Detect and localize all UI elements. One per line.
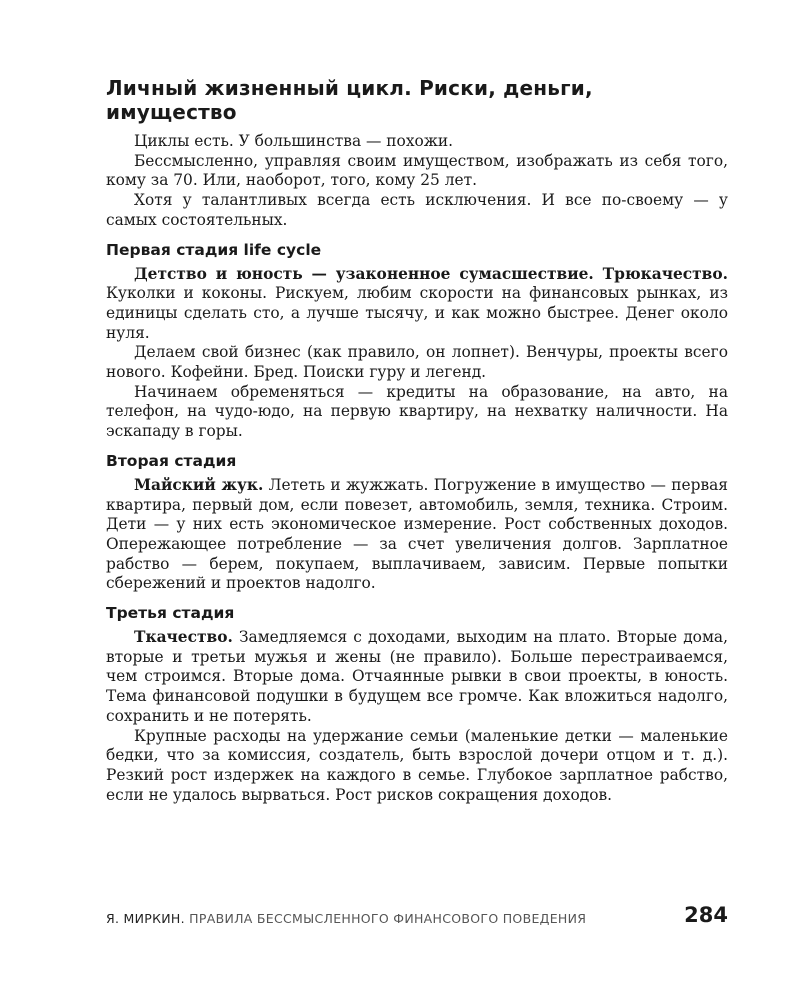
stage-3-paragraph-2: Крупные расходы на удержание семьи (маленькие детки — маленькие бедки, что за комиссия, создатель, быть взрослой дочери отцом и т. д.). Резкий рост издержек на каждого в семье. Глубокое зарплатное рабство, если не удалось вырваться. Рост рисков сокращения доходов.	[106, 726, 728, 804]
intro-paragraph-2: Бессмысленно, управляя своим имуществом, изображать из себя того, кому за 70. Или, наоборот, того, кому 25 лет.	[106, 151, 728, 190]
stage-2-lead: Майский жук.	[134, 475, 264, 494]
stage-1-paragraph-3: Начинаем обременяться — кредиты на образование, на авто, на телефон, на чудо-юдо, на первую квартиру, на нехватку наличности. На эскападу в горы.	[106, 382, 728, 441]
stage-1-paragraph-1	[106, 265, 728, 344]
footer-author: Я. МИРКИН.	[106, 911, 185, 926]
footer-book-title: ПРАВИЛА БЕССМЫСЛЕННОГО ФИНАНСОВОГО ПОВЕДЕНИЯ	[184, 911, 587, 926]
page-title: Личный жизненный цикл. Риски, деньги, имущество	[106, 76, 593, 124]
intro-paragraph-1: Циклы есть. У большинства — похожи.	[134, 132, 454, 150]
page-number: 284	[684, 903, 728, 927]
section-heading-stage-2: Вторая стадия	[106, 451, 237, 470]
section-heading-stage-3: Третья стадия	[106, 604, 235, 623]
running-footer	[106, 911, 586, 926]
page-body	[106, 76, 728, 805]
section-heading-stage-1: Первая стадия life cycle	[106, 240, 322, 259]
page-footer	[106, 902, 728, 932]
stage-1-lead: Детство и юность — узаконенное сумасшествие. Трюкачество.	[134, 264, 728, 283]
intro-paragraph-3: Хотя у талантливых всегда есть исключения. И все по-своему — у самых состоятельных.	[106, 191, 728, 229]
stage-1-paragraph-1-text: Куколки и коконы. Рискуем, любим скорости на финансовых рынках, из единицы сделать сто, а лучше тысячу, и как можно быстрее. Денег около нуля.	[106, 284, 728, 342]
stage-3-paragraph-1	[106, 628, 728, 727]
stage-1-paragraph-2: Делаем свой бизнес (как правило, он лопнет). Венчуры, проекты всего нового. Кофейни. Бред. Поиски гуру и легенд.	[106, 343, 728, 382]
stage-3-lead: Ткачество.	[134, 628, 233, 647]
stage-3-paragraph-1-text: Замедляемся с доходами, выходим на плато. Вторые дома, вторые и третьи мужья и жены (не правило). Больше перестраиваемся, чем строимся. Вторые дома. Отчаянные рывки в свои проекты, в юность. Тема финансовой подушки в будущем все громче. Как вложиться надолго, сохранить и не потерять.	[106, 628, 728, 725]
stage-2-paragraph-1	[106, 476, 728, 594]
stage-2-paragraph-1-text: Лететь и жужжать. Погружение в имущество — первая квартира, первый дом, если повезет, автомобиль, земля, техника. Строим. Дети — у них есть экономическое измерение. Рост собственных доходов. Опережающее потребление — за счет увеличения долгов. Зарплатное рабство — берем, покупаем, выплачиваем, зависим. Первые попытки сбережений и проектов надолго.	[106, 475, 728, 593]
